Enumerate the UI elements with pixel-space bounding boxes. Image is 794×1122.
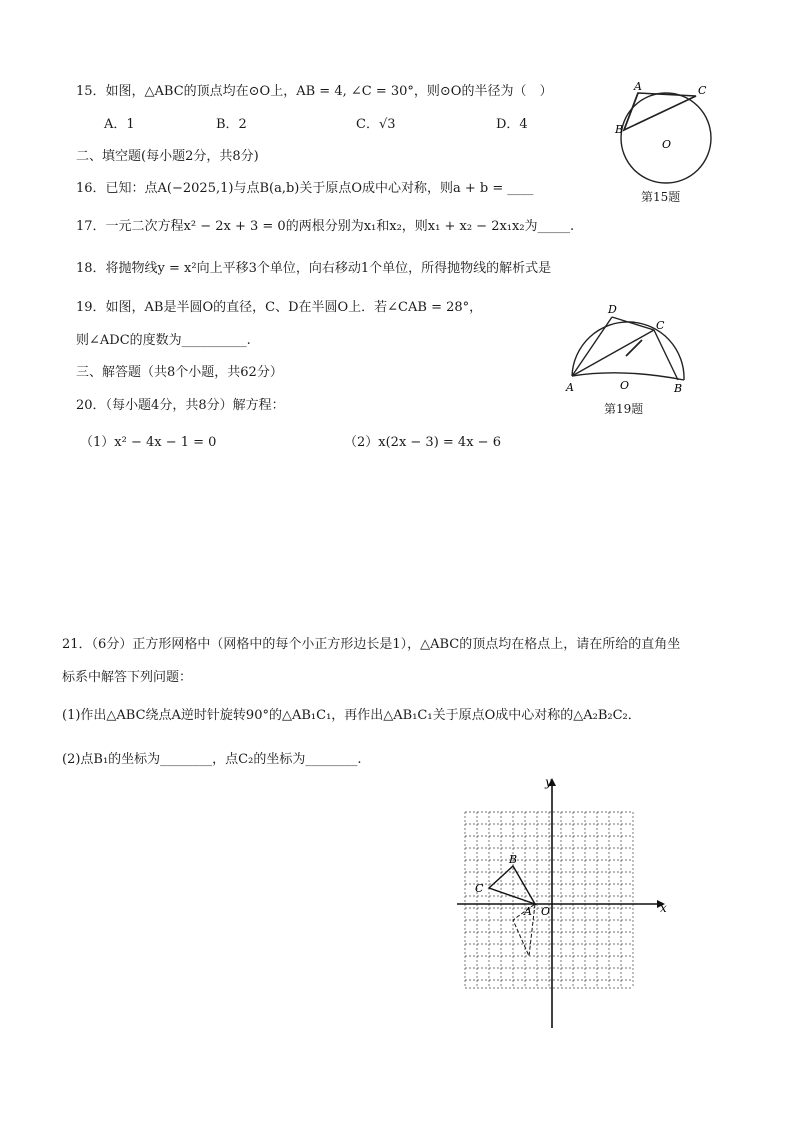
- q21-label-b: B: [509, 853, 518, 866]
- q20-part2: （2）x(2x − 3) = 4x − 6: [344, 435, 501, 450]
- q19-line1: 19．如图，AB是半圆O的直径，C、D在半圆O上．若∠CAB = 28°，: [76, 300, 483, 315]
- q21-label-a: A: [524, 905, 532, 918]
- q15-label-b: B: [615, 123, 624, 136]
- q21-label-y: y: [545, 775, 552, 789]
- q21-triangle-abc: [489, 866, 535, 904]
- q15-option-c: C．√3: [356, 117, 396, 132]
- q15-figure: [610, 78, 730, 188]
- q21-line1: 21．（6分）正方形网格中（网格中的每个小正方形边长是1），△ABC的顶点均在格点上，请在所给的直角坐: [62, 637, 681, 652]
- q21-label-c: C: [475, 882, 484, 895]
- q19-label-a: A: [566, 381, 574, 394]
- q19-segment-oc: [626, 340, 642, 356]
- q19-label-o: O: [620, 379, 630, 392]
- q19-figure: [562, 300, 692, 400]
- q20-title: 20．（每小题4分，共8分）解方程：: [76, 398, 285, 413]
- q15-label-c: C: [698, 84, 707, 97]
- q15-label-a: A: [634, 80, 642, 93]
- section2-heading: 二、填空题(每小题2分，共8分): [76, 149, 259, 164]
- q19-line2: 则∠ADC的度数为__________.: [76, 333, 251, 348]
- q17-text: 17．一元二次方程x² − 2x + 3 = 0的两根分别为x₁和x₂，则x₁ + x₂ − 2x₁x₂为_____.: [76, 219, 575, 234]
- q21-label-o: O: [541, 905, 551, 918]
- q21-label-x: x: [660, 901, 667, 915]
- q19-segment-ac: [572, 330, 654, 376]
- q21-part2: (2)点B₁的坐标为________，点C₂的坐标为________.: [62, 752, 362, 767]
- q15-option-d: D．4: [496, 117, 528, 132]
- q19-label-c: C: [656, 319, 665, 332]
- q15-label-o: O: [662, 138, 672, 151]
- q19-label-b: B: [674, 382, 683, 395]
- q16-text: 16．已知：点A(−2025,1)与点B(a,b)关于原点O成中心对称，则a + b = ____: [76, 181, 534, 196]
- q19-label-d: D: [608, 303, 617, 316]
- q21-coordinate-graph: [455, 770, 675, 1035]
- q19-segment-ad: [572, 317, 612, 376]
- q21-grid: [465, 812, 633, 988]
- q15-figure-caption: 第15题: [641, 190, 681, 204]
- q21-part1: (1)作出△ABC绕点A逆时针旋转90°的△AB₁C₁，再作出△AB₁C₁关于原点O成中心对称的△A₂B₂C₂．: [62, 708, 641, 723]
- q19-figure-caption: 第19题: [604, 402, 644, 416]
- q15-triangle-abc: [624, 93, 696, 130]
- q15-option-a: A．1: [104, 117, 135, 132]
- q19-segment-dc: [612, 317, 654, 330]
- section3-heading: 三、解答题（共8个小题，共62分）: [76, 365, 283, 380]
- q15-option-b: B．2: [216, 117, 247, 132]
- q21-line2: 标系中解答下列问题：: [62, 670, 193, 685]
- q15-text: 15．如图，△ABC的顶点均在⊙O上，AB = 4, ∠C = 30°，则⊙O的半径为（ ）: [76, 84, 553, 99]
- q18-text: 18．将抛物线y = x²向上平移3个单位，向右移动1个单位，所得抛物线的解析式是: [76, 261, 552, 276]
- q20-part1: （1）x² − 4x − 1 = 0: [80, 435, 217, 450]
